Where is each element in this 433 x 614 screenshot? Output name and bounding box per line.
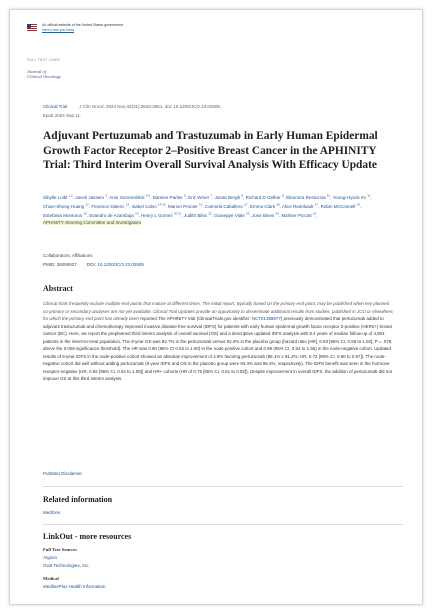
author-affiliation-ref: 17 bbox=[314, 202, 319, 207]
author-separator: , bbox=[150, 194, 153, 200]
author-affiliation-ref: 19 bbox=[356, 202, 360, 207]
author-separator: , bbox=[318, 203, 321, 209]
author-affiliation-ref: 7 bbox=[210, 193, 213, 197]
author-name: APHINITY Steering Committee and Investigators bbox=[43, 220, 142, 226]
article-meta bbox=[43, 104, 221, 110]
author-link[interactable] bbox=[43, 213, 87, 218]
pubmed-disclaimer-link[interactable]: PubMed Disclaimer bbox=[43, 471, 83, 476]
author-name: Estefania Monturus bbox=[43, 212, 83, 218]
medical-heading: Medical bbox=[43, 576, 59, 581]
author-separator: , bbox=[359, 203, 362, 209]
divider bbox=[43, 524, 403, 525]
author-separator: , bbox=[138, 212, 141, 218]
author-separator: , bbox=[212, 194, 215, 200]
author-name: Martine Piccart bbox=[281, 212, 312, 218]
author-link[interactable] bbox=[106, 193, 151, 200]
author-link[interactable] bbox=[278, 211, 317, 218]
author-name: Emma Clark bbox=[249, 203, 275, 209]
author-affiliation-ref: 23 bbox=[246, 211, 250, 216]
author-link[interactable] bbox=[153, 195, 186, 200]
author-link[interactable] bbox=[215, 195, 243, 200]
author-affiliation-ref: 18 bbox=[276, 202, 280, 207]
author-link[interactable] bbox=[43, 204, 89, 209]
doi-group bbox=[87, 262, 144, 267]
author-separator: , bbox=[211, 212, 215, 218]
full-text-sources-heading: Full Text Sources bbox=[43, 547, 77, 552]
author-link[interactable] bbox=[185, 193, 213, 200]
author-name: Marion Procter bbox=[167, 203, 198, 209]
abstract-intro: Clinical trials frequently include multiple end points that mature at different times. The initial report, typically based on the primary end point, may be published when key planned co-primary or secondary analyses are not yet available. Clinical Trial Updates provide an opportunity to disseminate additional results from studies, published in JCO or elsewhere, for which the primary end point has already been bbox=[43, 301, 394, 322]
collaborators-affiliations-toggle[interactable]: Collaborators, Affiliations bbox=[43, 253, 93, 258]
author-name: Sibylle Loibl bbox=[43, 194, 68, 200]
author-name: Jonas Bergh bbox=[214, 194, 241, 200]
author-separator: , bbox=[185, 194, 189, 200]
author-separator: , bbox=[243, 194, 246, 200]
author-affiliation-ref: 16 bbox=[199, 202, 203, 207]
author-name: Eric Winer bbox=[188, 194, 210, 200]
author-separator: , bbox=[129, 203, 132, 209]
linkout-atypon-link[interactable]: Atypon bbox=[43, 555, 58, 560]
author-link[interactable] bbox=[184, 213, 212, 218]
gov-banner-text-group bbox=[42, 23, 123, 32]
abstract-heading: Abstract bbox=[43, 284, 73, 293]
author-separator: , bbox=[72, 194, 76, 200]
article-title: Adjuvant Pertuzumab and Trastuzumab in Early Human Epidermal Growth Factor Receptor 2–Positive Breast Cancer in the APHINITY Trial: Third Interim Overall Survival Analysis With Efficacy Update bbox=[43, 130, 378, 171]
author-affiliation-ref: 6 bbox=[183, 193, 186, 197]
abstract-text-b: ) previously demonstrated that pertuzumab added to adjuvant trastuzumab and chemotherapy improved invasive disease-free survival (IDFS) for patients with early human epidermal growth factor receptor 2-positive (HER2+) breast cancer (BC). Here, we report the preplanned third interim analysis of overall survival (OS) and a descriptive updated IDFS analysis with 8.4 years of median follow-up of 4,804 patients in the intent-to-treat population. The 8-year OS was 92.7% in the pertuzumab versus 92.0% in the placebo group (hazard ratio [HR], 0.83 [95% CI, 0.68 to 1.02]; P = .078, above the 0.006 significance threshold). The HR was 0.80 (95% CI 0.63 to 1.00) in the node-positive cohort and 0.99 (95% CI, 0.64 to 1.55) in the node-negative cohort. Updated results of 8-year IDFS in the node-positive cohort showed an absolute improvement of 4.9% favoring pertuzumab (86.1% v 81.2%; HR, 0.72 [95% CI, 0.60 to 0.87]). The node-negative cohort did well without adding pertuzumab (8-year IDFS and OS in the placebo group were 93.3% and 96.4%, respectively). The IDFS benefit was seen in the hormone receptor-negative (HR, 0.82 [95% CI, 0.64 to 1.06]) and HR+ cohorts (HR of 0.75 [95% CI, 0.61 to 0.92]). Despite improvement in overall IDFS, the addition of pertuzumab did not improve OS at this third interim analysis. bbox=[43, 316, 393, 382]
trial-id-link[interactable]: NCT01358877 bbox=[251, 316, 281, 322]
divider bbox=[43, 486, 403, 487]
author-link[interactable] bbox=[132, 204, 166, 209]
author-name: Jose Bines bbox=[252, 212, 275, 218]
article-page bbox=[9, 9, 423, 605]
gov-banner-link[interactable]: Here's how you know bbox=[42, 28, 75, 32]
author-name: Young-Hyuck Im bbox=[332, 194, 366, 200]
author-separator: , bbox=[316, 212, 318, 218]
article-type-link[interactable]: Clinical Trial bbox=[43, 104, 68, 109]
author-link[interactable] bbox=[283, 193, 333, 200]
linkout-ovid-link[interactable]: Ovid Technologies, Inc. bbox=[43, 563, 90, 568]
author-link[interactable] bbox=[43, 195, 73, 200]
author-list bbox=[43, 192, 398, 227]
author-link[interactable] bbox=[43, 220, 141, 225]
author-name: Robin McConnell bbox=[320, 203, 356, 209]
author-separator: , bbox=[370, 194, 372, 200]
author-affiliation-ref: 10 bbox=[326, 193, 331, 197]
author-affiliation-ref: 19 bbox=[312, 211, 317, 216]
author-affiliation-ref: 14 15 bbox=[157, 202, 166, 207]
author-name: Damien Parlier bbox=[152, 194, 183, 200]
author-separator: , bbox=[106, 194, 110, 200]
author-link[interactable] bbox=[333, 195, 371, 200]
author-link[interactable] bbox=[88, 202, 130, 209]
author-name: Judith Bliss bbox=[183, 212, 207, 218]
author-link[interactable] bbox=[141, 213, 181, 218]
linkout-heading: LinkOut - more resources bbox=[43, 532, 132, 541]
author-link[interactable] bbox=[86, 211, 139, 218]
author-link[interactable] bbox=[246, 195, 284, 200]
doi-link[interactable]: 10.1200/JCO.23.02505 bbox=[97, 262, 144, 267]
author-link[interactable] bbox=[279, 202, 319, 209]
author-name: Carmela Caballero bbox=[204, 203, 243, 209]
author-name: Florence Dalenc bbox=[91, 203, 125, 209]
author-link[interactable] bbox=[250, 204, 280, 209]
author-link[interactable] bbox=[168, 204, 202, 209]
abstract-text-a: reported.The APHINITY trial (ClinicalTrials.gov identifier: bbox=[140, 316, 251, 322]
abstract-body bbox=[43, 300, 395, 383]
doi-label: DOI: bbox=[86, 262, 97, 267]
citation: J Clin Oncol. 2024 Nov;42(31):3643-3651. doi: 10.1200/JCO.23.02505. bbox=[79, 104, 222, 109]
author-name: Eleonora Restuccia bbox=[286, 194, 326, 200]
author-name: Henry L Gomez bbox=[140, 212, 173, 218]
author-link[interactable] bbox=[252, 213, 279, 218]
author-affiliation-ref: 22 bbox=[208, 211, 212, 216]
author-separator: , bbox=[283, 194, 287, 200]
author-name: Giuseppe Viale bbox=[214, 212, 245, 218]
epub-date: Epub 2024 Sep 11. bbox=[43, 113, 82, 118]
author-separator: , bbox=[330, 194, 333, 200]
author-separator: , bbox=[202, 203, 205, 209]
author-affiliation-ref: 3 bbox=[105, 193, 107, 197]
author-affiliation-ref: 11 bbox=[367, 193, 371, 197]
author-separator: , bbox=[88, 203, 92, 209]
pmid: PMID: 39259927 bbox=[43, 262, 77, 267]
author-affiliation-ref: 17 bbox=[244, 202, 248, 207]
author-name: Amir Sonnenblick bbox=[109, 194, 145, 200]
author-affiliation-ref: 13 bbox=[125, 202, 130, 207]
journal-logo-line1: Journal of bbox=[27, 69, 47, 74]
author-separator: , bbox=[249, 212, 252, 218]
author-separator: , bbox=[165, 203, 168, 209]
author-affiliation-ref: 9 bbox=[282, 193, 284, 197]
author-name: Alice Raimbault bbox=[281, 203, 314, 209]
article-identifiers bbox=[43, 262, 144, 267]
author-name: Isabel Calvo bbox=[131, 203, 157, 209]
author-name: Evandro de Azambuja bbox=[89, 212, 134, 218]
author-name: Jacek Jassem bbox=[75, 194, 105, 200]
linkout-medlineplus-link[interactable]: MedlinePlus Health Information bbox=[43, 584, 106, 589]
author-link[interactable] bbox=[205, 204, 248, 209]
related-medgen-link[interactable]: MedGen bbox=[43, 510, 61, 515]
author-name: Richard D Gelber bbox=[245, 194, 281, 200]
author-affiliation-ref: 10 bbox=[83, 211, 87, 216]
us-flag-icon bbox=[27, 24, 37, 31]
author-affiliation-ref: 8 bbox=[241, 193, 244, 197]
author-affiliation-ref: 20 bbox=[135, 211, 139, 216]
author-link[interactable] bbox=[72, 193, 110, 200]
full-text-links-label: FULL TEXT LINKS bbox=[27, 58, 61, 62]
author-name: Chiun-Sheng Huang bbox=[43, 203, 85, 209]
author-separator: , bbox=[278, 212, 282, 218]
author-separator: , bbox=[247, 203, 250, 209]
author-affiliation-ref: 1 2 bbox=[68, 193, 73, 197]
gov-banner-text: An official website of the United States government bbox=[42, 23, 124, 27]
author-separator: , bbox=[181, 212, 184, 218]
author-separator: , bbox=[279, 203, 282, 209]
author-affiliation-ref: 12 bbox=[85, 202, 89, 207]
author-link[interactable] bbox=[321, 204, 360, 209]
journal-logo-line2: Clinical Oncology bbox=[27, 74, 61, 79]
author-affiliation-ref: 4 5 bbox=[145, 193, 151, 197]
author-affiliation-ref: 24 bbox=[275, 211, 279, 216]
journal-logo-link[interactable] bbox=[27, 69, 61, 79]
author-affiliation-ref: 20 21 bbox=[173, 211, 182, 216]
related-information-heading: Related information bbox=[43, 495, 113, 504]
author-separator: , bbox=[86, 212, 90, 218]
gov-banner bbox=[27, 23, 123, 32]
author-link[interactable] bbox=[211, 211, 250, 218]
